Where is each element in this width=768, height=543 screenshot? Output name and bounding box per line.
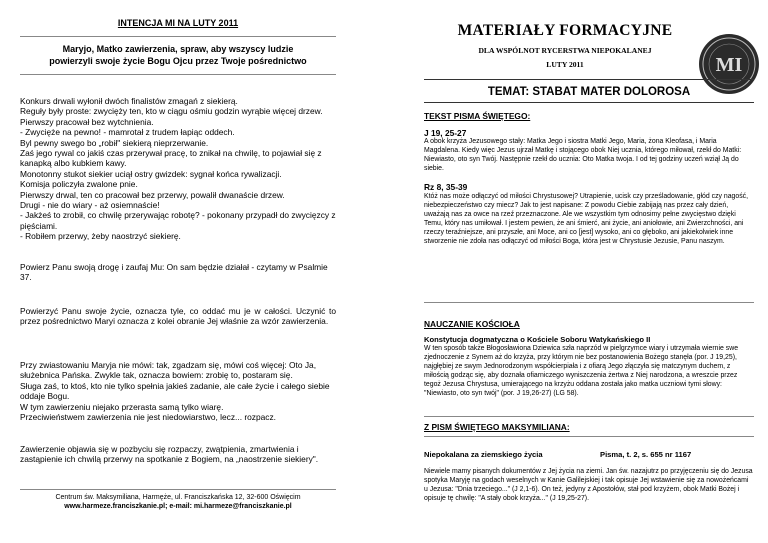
scripture-reference: J 19, 25-27 xyxy=(424,128,467,138)
intention-text: Maryjo, Matko zawierzenia, spraw, aby wszyscy ludzie powierzyli swoje życie Bogu Ojcu przez Twoje pośrednictwo xyxy=(49,44,307,66)
masthead-date: LUTY 2011 xyxy=(546,60,584,69)
section-scripture-heading: TEKST PISMA ŚWIĘTEGO: xyxy=(424,111,531,121)
maximilian-text: Niewiele mamy pisanych dokumentów z Jej życia na ziemi. Jan św. nazajutrz po przyjęczeniu się do Jezusa spotyka Maryję na godach weselnych w Kanie Galilejskiej i tak opisuje Jej wstawienie się za nowożeńcami u Jezusa: "Dnia trzeciego..." (J 2,1-6). On też, jedyny z Apostołów, stał pod krzyżem, obok Matki Bożej i opisuje tę chwilę: "A stały obok krzyża..." (J 19,25-27). xyxy=(424,468,753,502)
document-text: W ten sposób także Błogosławiona Dziewica szła naprzód w pielgrzymce wiary i utrzymała wiernie swe zjednoczenie z Synem aż do krzyża, przy którym nie bez postanowienia Bożego stanęła (por. J 19,25), najgłębiej ze swym Jednorodzonym współcierpiała i z ofiarą Jego złączyła się matczynym duchem, z miłością godząc się, aby doznała ofiarniczego wyniszczenia żertwa z Niej narodzona, a wreszcie przez tegoż Jezusa Chrystusa, umierającego na krzyżu oddana została jako matka uczniowi tymi słowy: "Niewiasto, oto syn twój" (por. J 19,26-27) (LG 58). xyxy=(424,345,739,397)
document-title: Konstytucja dogmatyczna o Kościele Soboru Watykańskiego II xyxy=(424,335,651,344)
divider xyxy=(424,79,754,80)
divider xyxy=(424,302,754,303)
footer-address: Centrum św. Maksymiliana, Harmęże, ul. Franciszkańska 12, 32-600 Oświęcim xyxy=(55,494,301,501)
divider xyxy=(20,489,336,490)
divider xyxy=(424,436,754,437)
footer-contact: www.harmeze.franciszkanie.pl; e-mail: mi.harmeze@franciszkanie.pl xyxy=(64,503,292,510)
logo-lettering: MI xyxy=(715,54,743,76)
section-church-heading: NAUCZANIE KOŚCIOŁA xyxy=(424,319,520,329)
topic-title: TEMAT: STABAT MATER DOLOROSA xyxy=(487,86,691,98)
conclusion-paragraph: Zawierzenie objawia się w pozbyciu się rozpaczy, zwątpienia, zmartwienia i zastąpienie ich chwilą przerwy na spotkanie z Bogiem, na „naostrzenie siekiery". xyxy=(20,444,319,465)
divider xyxy=(424,416,754,417)
psalm-paragraph: Powierz Panu swoją drogę i zaufaj Mu: On sam będzie działał - czytamy w Psalmie 37. xyxy=(20,262,328,283)
section-maximilian-heading: Z PISM ŚWIĘTEGO MAKSYMILIANA: xyxy=(424,422,570,432)
divider xyxy=(20,36,336,37)
divider xyxy=(20,74,336,75)
scripture-reference: Rz 8, 35-39 xyxy=(424,182,468,192)
divider xyxy=(424,102,754,103)
annunciation-paragraph: Przy zwiastowaniu Maryja nie mówi: tak, zgadzam się, mówi coś więcej: Oto Ja, służebnica Pańska. Zwykle tak, oznacza bowiem: zrobię to, postaram się. Sługa zaś, to ktoś, kto nie tylko spełnia jakieś zadanie, ale całe życie i całego siebie oddaje Bogu. W tym zawierzeniu niejako przerasta samą tylko wiarę. Przeciwieństwem zawierzenia nie jest niedowiarstwo, lecz... rozpacz. xyxy=(20,360,330,423)
masthead-subtitle: DLA WSPÓLNOT RYCERSTWA NIEPOKALANEJ xyxy=(478,46,652,55)
maximilian-source: Pisma, t. 2, s. 655 nr 1167 xyxy=(600,450,692,459)
masthead-title: MATERIAŁY FORMACYJNE xyxy=(457,22,673,39)
maximilian-title: Niepokalana za ziemskiego życia xyxy=(424,450,543,459)
entrust-paragraph: Powierzyć Panu swoje życie, oznacza tyle, co oddać mu je w całości. Uczynić to przez pośrednictwo Maryi oznacza z kolei obranie Jej właśnie za wzór zawierzenia. xyxy=(20,306,336,327)
scripture-text: Któż nas może odłączyć od miłości Chrystusowej? Utrapienie, ucisk czy prześladowanie, głód czy nagość, niebezpieczeństwo czy miecz? Jak to jest napisane: Z powodu Ciebie zabijają nas przez cały dzień, uważają nas za owce na rzeź przeznaczone. Ale we wszystkim tym odnosimy pełne zwycięstwo dzięki Temu, który nas umiłował. I jestem pewien, że ani śmierć, ani życie, ani aniołowie, ani Zwierzchności, ani rzeczy teraźniejsze, ani przyszłe, ani Moce, ani co [jest] wysoko, ani co głęboko, ani jakiekolwiek inne stworzenie nie zdoła nas odłączyć od miłości Boga, która jest w Chrystusie Jezusie, Panu naszym. xyxy=(424,193,749,245)
story-paragraph: Konkurs drwali wyłonił dwóch finalistów zmagań z siekierą. Reguły były proste: zwycięży ten, kto w ciągu ośmiu godzin wyrąbie więcej drzew. Pierwszy pracował bez wytchnienia. - Zwycięże na pewno! - mamrotał z trudem łapiąc oddech. Byl pewny swego bo „robił" siekierą nieprzerwanie. Zaś jego rywal co jakiś czas przerywał pracę, to znikał na chwilę, to pojawiał się z kanapką albo kubkiem kawy. Monotonny stukot siekier uciął ostry gwizdek: sygnał końca rywalizacji. Komisja policzyła zwalone pnie. Pierwszy drwal, ten co pracował bez przerwy, powalił dwanaście drzew. Drugi - nie do wiary - aż osiemnaście! - Jakżeś to zrobił, co chwilę przerywając robotę? - pokonany przypadł do zwycięzcy z pięściami. - Robiłem przerwy, żeby naostrzyć siekierę. xyxy=(20,96,336,242)
scripture-text: A obok krzyża Jezusowego stały: Matka Jego i siostra Matki Jego, Maria, żona Kleofasa, i Maria Magdalena. Kiedy więc Jezus ujrzał Matkę i stojącego obok Niej ucznia, którego miłował, rzekł do Matki: Niewiasto, oto syn Twój. Następnie rzekł do ucznia: Oto Matka twoja. I od tej godziny uczeń wziął Ją do siebie. xyxy=(424,138,742,172)
intention-header: INTENCJA MI NA LUTY 2011 xyxy=(117,18,239,28)
